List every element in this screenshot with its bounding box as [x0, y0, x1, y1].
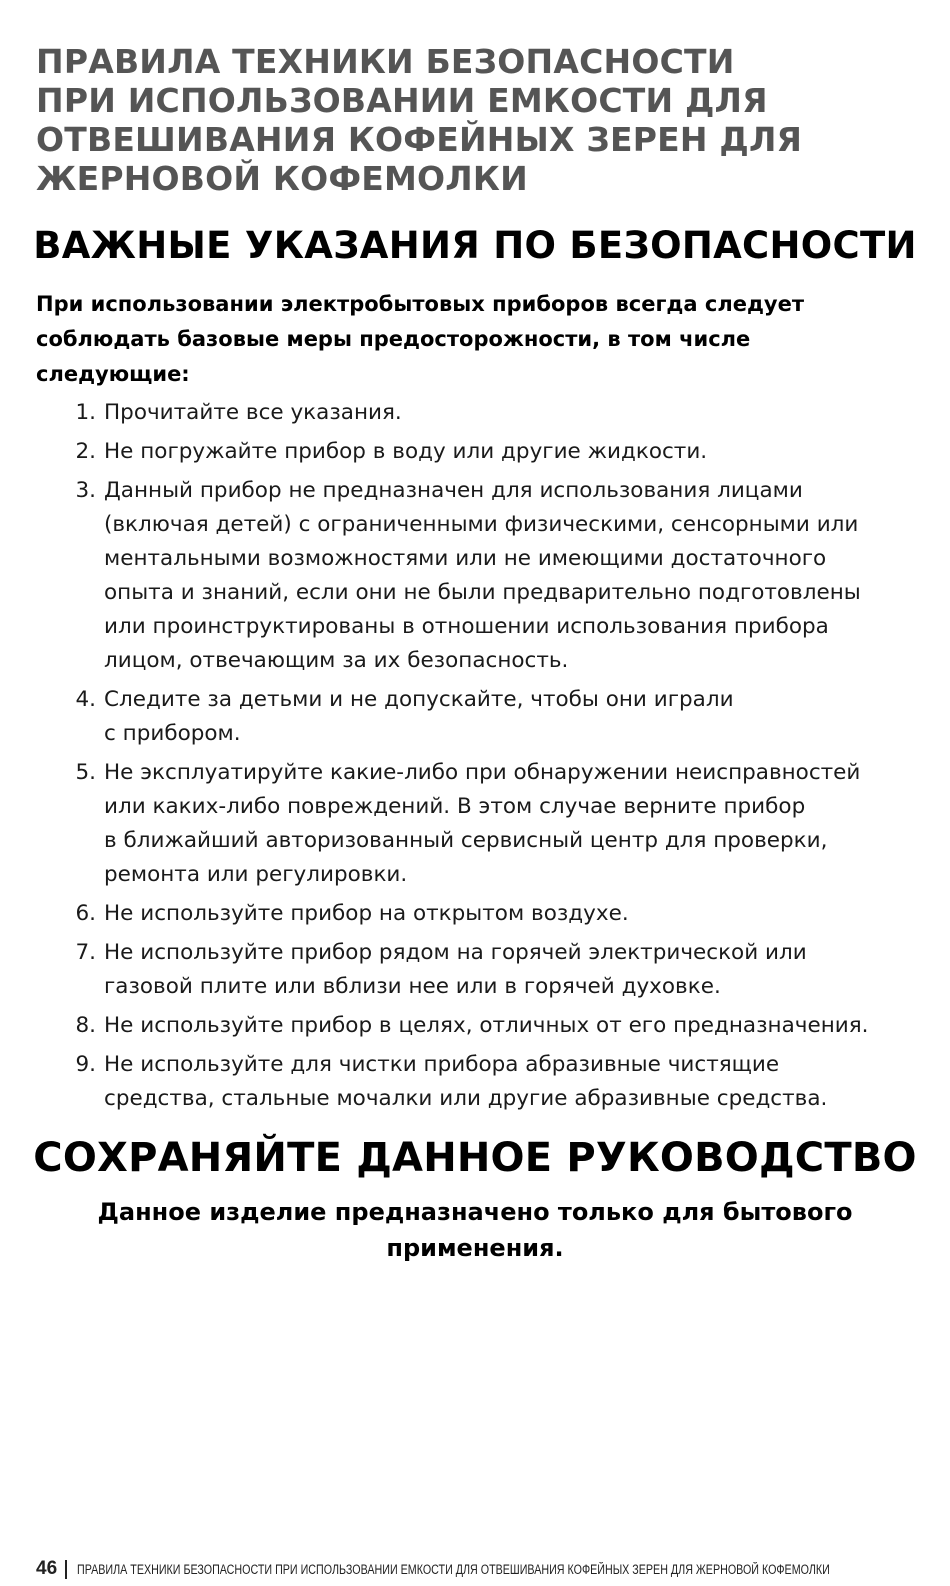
intro-paragraph [36, 287, 926, 392]
page-footer [36, 1556, 950, 1582]
safety-rule-item [0, 936, 950, 1004]
rule-text-line: газовой плите или вблизи нее или в горячей духовке. [104, 974, 721, 999]
safety-rule-item [0, 474, 950, 678]
household-line: применения. [386, 1234, 564, 1262]
household-use-note [0, 1194, 950, 1266]
save-manual-heading: СОХРАНЯЙТЕ ДАННОЕ РУКОВОДСТВО [33, 1135, 917, 1181]
rule-text-line: (включая детей) с ограниченными физическими, сенсорными или [104, 512, 859, 537]
rule-number: 1. [75, 400, 96, 425]
rule-text-line: Не используйте для чистки прибора абразивные чистящие [104, 1052, 780, 1077]
rule-text-line: Не эксплуатируйте какие-либо при обнаружении неисправностей [104, 760, 861, 785]
rule-text-line: ремонта или регулировки. [104, 862, 408, 887]
document-title-line: ПРИ ИСПОЛЬЗОВАНИИ ЕМКОСТИ ДЛЯ [36, 81, 768, 120]
rule-text-line: или каких-либо повреждений. В этом случае верните прибор [104, 794, 806, 819]
rule-number: 3. [75, 478, 96, 503]
intro-line: соблюдать базовые меры предосторожности, в том числе [36, 327, 751, 351]
rule-text-line: лицом, отвечающим за их безопасность. [104, 648, 569, 673]
rule-text-line: Не используйте прибор в целях, отличных от его предназначения. [104, 1013, 869, 1038]
intro-line: следующие: [36, 362, 190, 386]
intro-line: При использовании электробытовых приборов всегда следует [36, 292, 805, 316]
safety-rule-item [0, 1048, 950, 1116]
rule-text-line: Данный прибор не предназначен для использования лицами [104, 478, 803, 503]
rule-text-line: Не используйте прибор рядом на горячей электрической или [104, 940, 807, 965]
important-safety-heading: ВАЖНЫЕ УКАЗАНИЯ ПО БЕЗОПАСНОСТИ [33, 224, 917, 267]
rule-text-line: опыта и знаний, если они не были предварительно подготовлены [104, 580, 861, 605]
rule-number: 6. [75, 901, 96, 926]
rule-number: 5. [75, 760, 96, 785]
document-title-line: ПРАВИЛА ТЕХНИКИ БЕЗОПАСНОСТИ [36, 42, 735, 81]
rule-text-line: в ближайший авторизованный сервисный центр для проверки, [104, 828, 828, 853]
rule-text-line: ментальными возможностями или не имеющими достаточного [104, 546, 827, 571]
safety-rule-item [0, 396, 950, 430]
rule-text-line: или проинструктированы в отношении использования прибора [104, 614, 829, 639]
rule-number: 7. [75, 940, 96, 965]
document-title [36, 42, 926, 198]
safety-rule-item [0, 683, 950, 751]
page-number: 46 [36, 1558, 58, 1579]
rule-text-line: Не используйте прибор на открытом воздухе. [104, 901, 629, 926]
rule-text-line: средства, стальные мочалки или другие абразивные средства. [104, 1086, 828, 1111]
rule-text-line: с прибором. [104, 721, 241, 746]
rule-number: 2. [75, 439, 96, 464]
household-line: Данное изделие предназначено только для бытового [97, 1198, 853, 1226]
footer-running-title: ПРАВИЛА ТЕХНИКИ БЕЗОПАСНОСТИ ПРИ ИСПОЛЬЗОВАНИИ ЕМКОСТИ ДЛЯ ОТВЕШИВАНИЯ КОФЕЙНЫХ ЗЕРЕН ДЛЯ ЖЕРНОВОЙ КОФЕМОЛКИ [77, 1561, 830, 1577]
safety-rules-list [0, 396, 950, 1121]
safety-rule-item [0, 1009, 950, 1043]
rule-text-line: Прочитайте все указания. [104, 400, 402, 425]
safety-rule-item [0, 756, 950, 892]
rule-text-line: Не погружайте прибор в воду или другие жидкости. [104, 439, 708, 464]
rule-number: 4. [75, 687, 96, 712]
rule-number: 9. [75, 1052, 96, 1077]
rule-number: 8. [75, 1013, 96, 1038]
safety-rule-item [0, 897, 950, 931]
document-title-line: ОТВЕШИВАНИЯ КОФЕЙНЫХ ЗЕРЕН ДЛЯ [36, 120, 803, 159]
safety-rule-item [0, 435, 950, 469]
document-title-line: ЖЕРНОВОЙ КОФЕМОЛКИ [36, 159, 528, 198]
rule-text-line: Следите за детьми и не допускайте, чтобы они играли [104, 687, 734, 712]
footer-separator [65, 1560, 67, 1579]
